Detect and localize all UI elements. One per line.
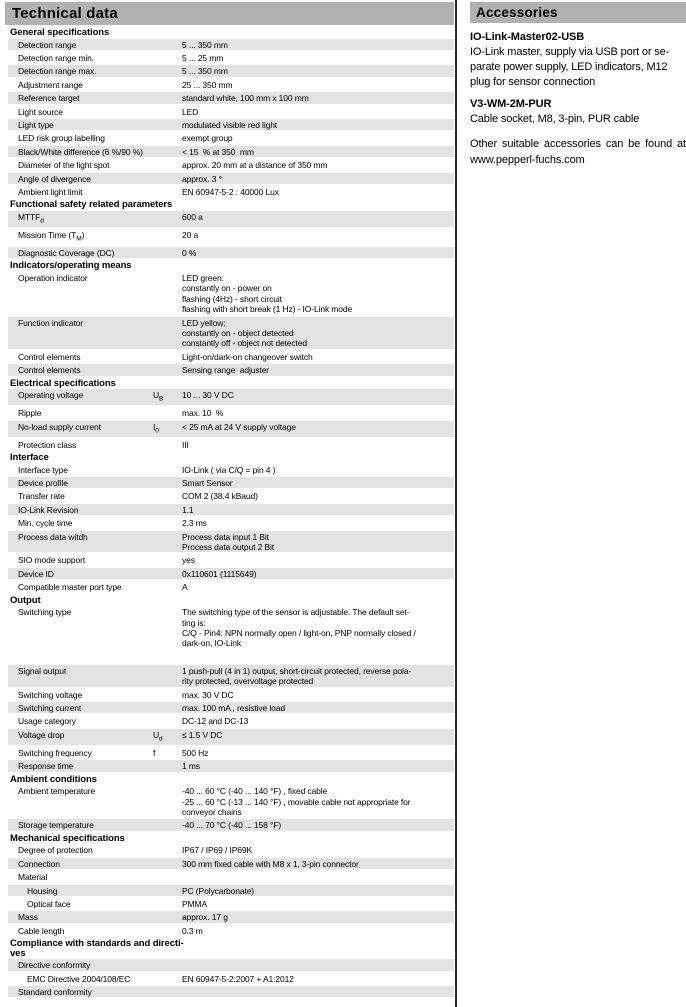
row-value-line: exempt group <box>182 133 233 144</box>
section-header: Mechanical specifications <box>10 832 125 844</box>
row-label: Reference target <box>18 93 80 104</box>
row-symbol <box>153 703 182 713</box>
table-row <box>8 317 454 351</box>
accessories-panel <box>470 2 686 168</box>
row-symbol <box>153 859 182 869</box>
row-value-line: 1 push-pull (4 in 1) output, short-circuit protected, reverse pola- <box>182 665 412 676</box>
row-label: Control elements <box>18 351 81 362</box>
table-row <box>8 517 454 530</box>
row-value-line: Process data input 1 Bit <box>182 531 269 542</box>
row-symbol <box>153 987 182 997</box>
row-value <box>182 273 454 315</box>
table-row <box>8 911 454 924</box>
row-symbol <box>153 230 182 245</box>
row-label: Detection range max. <box>18 66 97 77</box>
row-value <box>182 748 454 758</box>
table-row <box>8 568 454 581</box>
row-value-line: 1 ms <box>182 761 200 772</box>
row-symbol <box>153 40 182 50</box>
row-label: Signal output <box>18 665 67 676</box>
row-label: EMC Directive 2004/108/EC <box>27 973 131 984</box>
row-value-line: 5 ... 350 mm <box>182 39 228 50</box>
row-value <box>182 93 454 103</box>
row-value <box>182 465 454 475</box>
table-row <box>8 689 454 702</box>
table-row <box>8 65 454 78</box>
table-row <box>8 407 454 420</box>
row-symbol: $U_d$ <box>153 729 163 743</box>
row-label: Transfer rate <box>18 491 65 502</box>
row-value <box>182 53 454 63</box>
row-value-line: Light-on/dark-on changeover switch <box>182 351 313 362</box>
row-symbol <box>153 960 182 970</box>
table-row <box>8 554 454 567</box>
row-value-line: Sensing range adjuster <box>182 365 270 376</box>
row-label: No-load supply current <box>18 421 101 432</box>
row-value <box>182 230 454 245</box>
row-value-line: approx. 17 g <box>182 912 228 923</box>
row-label: Usage category <box>18 716 76 727</box>
table-row <box>8 898 454 911</box>
accessory-description-line: Cable socket, M8, 3-pin, PUR cable <box>470 113 640 125</box>
row-symbol <box>153 120 182 130</box>
row-value-line: rity protected, overvoltage protected <box>182 676 314 687</box>
row-label: Connection <box>18 858 60 869</box>
table-row <box>8 364 454 377</box>
table-row <box>8 272 454 317</box>
row-value <box>182 160 454 170</box>
row-label: Light type <box>18 119 54 130</box>
accessory-description-line: parate power supply, LED indicators, M12 <box>470 61 668 73</box>
row-label: Standard conformity <box>18 987 92 998</box>
row-symbol <box>153 318 182 349</box>
row-symbol <box>153 80 182 90</box>
row-value-line: 1.1 <box>182 504 194 515</box>
row-value-line: standard white, 100 mm x 100 mm <box>182 93 309 104</box>
row-value-line: yes <box>182 555 195 566</box>
accessories-note: Other suitable accessories can be found at www.pepperl-fuchs.com <box>470 138 686 166</box>
row-value <box>182 859 454 869</box>
row-value <box>182 716 454 726</box>
row-value <box>182 408 454 418</box>
row-value-line: 500 Hz <box>182 747 209 758</box>
row-label: Detection range <box>18 39 77 50</box>
row-symbol <box>153 786 182 817</box>
row-label: Response time <box>18 761 74 772</box>
table-row <box>8 959 454 972</box>
row-value-line: modulated visible red light <box>182 119 278 130</box>
row-label: Device ID <box>18 568 54 579</box>
row-label: Directive conformity <box>18 960 91 971</box>
table-row <box>8 729 454 747</box>
row-symbol <box>153 465 182 475</box>
row-value <box>182 987 454 997</box>
table-row <box>8 247 454 260</box>
table-row <box>8 119 454 132</box>
row-symbol <box>153 569 182 579</box>
row-symbol <box>153 273 182 315</box>
row-value-line: A <box>182 582 188 593</box>
row-symbol <box>153 886 182 896</box>
table-row <box>8 531 454 555</box>
row-label: Process data witdh <box>18 531 88 542</box>
row-symbol <box>153 478 182 488</box>
row-symbol <box>153 974 182 984</box>
row-symbol <box>153 666 182 687</box>
row-symbol <box>153 761 182 771</box>
row-value-line: flashing with short break (1 Hz) - IO-Link mode <box>182 304 353 315</box>
row-symbol <box>153 845 182 855</box>
row-symbol <box>153 248 182 258</box>
row-value-line: ≤ 1.5 V DC <box>182 729 223 740</box>
row-value-line: Process data output 2 Bit <box>182 542 274 553</box>
row-label: Mission Time $(T_M)$ <box>18 229 85 243</box>
table-row <box>8 477 454 490</box>
row-label: Device profile <box>18 478 68 489</box>
row-value <box>182 390 454 405</box>
row-value <box>182 365 454 375</box>
row-symbol <box>153 440 182 450</box>
row-symbol <box>153 160 182 170</box>
accessory-description-line: plug for sensor connection <box>470 76 596 88</box>
row-value-line: < 25 mA at 24 V supply voltage <box>182 421 296 432</box>
row-value <box>182 352 454 362</box>
row-label: Switching voltage <box>18 689 83 700</box>
row-label: Diameter of the light spot <box>18 160 110 171</box>
row-symbol: f <box>153 747 156 758</box>
row-value <box>182 66 454 76</box>
row-value <box>182 666 454 687</box>
row-label: Angle of divergence <box>18 173 91 184</box>
row-value <box>182 212 454 227</box>
table-row <box>8 351 454 364</box>
section-header: Electrical specifications <box>10 377 116 389</box>
table-row <box>8 973 454 986</box>
accessory-item <box>470 97 686 127</box>
row-label: Switching frequency <box>18 747 92 758</box>
row-value-line: 2.3 ms <box>182 518 207 529</box>
row-value <box>182 845 454 855</box>
row-value <box>182 532 454 553</box>
table-row <box>8 986 454 999</box>
table-row <box>8 421 454 439</box>
row-value <box>182 187 454 197</box>
table-row <box>8 858 454 871</box>
table-row <box>8 389 454 407</box>
table-row <box>8 715 454 728</box>
table-row <box>8 439 454 452</box>
row-value <box>182 422 454 437</box>
row-value-line: The switching type of the sensor is adjustable. The default set- <box>182 607 410 618</box>
row-value-line: PC (Polycarbonate) <box>182 885 255 896</box>
row-value <box>182 960 454 970</box>
table-row <box>8 885 454 898</box>
row-symbol <box>153 491 182 501</box>
row-value <box>182 730 454 745</box>
row-value-line: PMMA <box>182 899 208 909</box>
row-value-line: 0x110601 (1115649) <box>182 568 257 579</box>
section-header: Compliance with standards and directi- ves <box>10 938 184 959</box>
table-row <box>8 785 454 819</box>
table-row <box>8 159 454 172</box>
row-value-line: IP67 / IP69 / IP69K <box>182 845 253 856</box>
row-value-line: LED green: <box>182 272 224 283</box>
row-value-line: ting is: <box>182 617 206 628</box>
row-value-line: max. 10 % <box>182 408 224 419</box>
row-label: Detection range min. <box>18 52 95 63</box>
row-value <box>182 886 454 896</box>
row-value-line: approx. 3 ° <box>182 173 222 184</box>
table-row <box>8 702 454 715</box>
row-value <box>182 703 454 713</box>
row-label: LED risk group labelling <box>18 133 105 144</box>
row-symbol <box>153 607 182 649</box>
row-value-line: 5 ... 25 mm <box>182 52 224 63</box>
row-label: Cable length <box>18 925 65 936</box>
row-symbol <box>153 716 182 726</box>
row-symbol <box>153 187 182 197</box>
technical-data-title: Technical data <box>5 2 454 25</box>
row-label: Operation indicator <box>18 272 88 283</box>
row-symbol <box>153 66 182 76</box>
row-label: Light source <box>18 106 63 117</box>
row-value <box>182 318 454 349</box>
row-value-line: < 15 % at 350 mm <box>182 146 254 157</box>
row-value-line: EN 60947-5-2 : 40000 Lux <box>182 186 279 197</box>
section-header: Indicators/operating means <box>10 260 132 272</box>
row-value <box>182 478 454 488</box>
row-value-line: 0.3 m <box>182 925 203 936</box>
row-label: Switching type <box>18 607 72 618</box>
row-symbol <box>153 212 182 227</box>
table-row <box>8 819 454 832</box>
row-symbol <box>153 352 182 362</box>
row-value-line: 300 mm fixed cable with M8 x 1, 3-pin connector <box>182 858 359 869</box>
row-label: Storage temperature <box>18 820 94 831</box>
section-header: Ambient conditions <box>10 773 97 785</box>
row-symbol <box>153 505 182 515</box>
row-value-line: conveyor chains <box>182 807 242 818</box>
row-value-line: max. 30 V DC <box>182 689 234 700</box>
row-label: Ambient temperature <box>18 786 96 797</box>
row-symbol <box>153 408 182 418</box>
row-value-line: IO-Link ( via C/Q = pin 4 ) <box>182 464 276 475</box>
section-header: Functional safety related parameters <box>10 199 173 211</box>
row-symbol <box>153 133 182 143</box>
row-symbol <box>153 93 182 103</box>
row-value <box>182 505 454 515</box>
accessories-list <box>470 30 686 127</box>
row-label: $MTTF_d$ <box>18 211 44 225</box>
table-row <box>8 132 454 145</box>
accessories-title: Accessories <box>470 2 686 23</box>
row-label: Control elements <box>18 365 81 376</box>
table-row <box>8 665 454 689</box>
row-symbol <box>153 820 182 830</box>
table-row <box>8 186 454 199</box>
row-label: Function indicator <box>18 317 83 328</box>
row-value <box>182 440 454 450</box>
row-label: Min. cycle time <box>18 518 73 529</box>
table-row <box>8 504 454 517</box>
row-value <box>182 120 454 130</box>
row-value <box>182 555 454 565</box>
row-symbol <box>153 872 182 882</box>
row-value <box>182 569 454 579</box>
row-label: Protection class <box>18 439 77 450</box>
row-label: Voltage drop <box>18 729 65 740</box>
row-symbol: $U_B$ <box>153 390 164 403</box>
row-label: IO-Link Revision <box>18 504 79 515</box>
row-value <box>182 820 454 830</box>
row-symbol <box>153 147 182 157</box>
row-value-line: flashing (4Hz) - short circuit <box>182 293 282 304</box>
row-label: Operating voltage <box>18 390 84 401</box>
row-symbol <box>153 365 182 375</box>
row-symbol <box>153 555 182 565</box>
row-symbol <box>153 532 182 553</box>
row-value <box>182 607 454 649</box>
row-value-line: max. 100 mA , resistive load <box>182 703 285 714</box>
table-row <box>8 106 454 119</box>
row-label: Diagnostic Coverage (DC) <box>18 248 115 259</box>
row-value <box>182 518 454 528</box>
row-symbol <box>153 174 182 184</box>
row-value-line: 25 ... 350 mm <box>182 79 233 90</box>
table-row <box>8 606 454 651</box>
table-row <box>8 146 454 159</box>
row-value-line: C/Q - Pin4: NPN normally open / light-on, PNP normally closed / <box>182 628 416 638</box>
table-row <box>8 211 454 229</box>
row-label: Interface type <box>18 464 68 475</box>
row-value <box>182 80 454 90</box>
accessory-name: V3-WM-2M-PUR <box>470 98 552 110</box>
row-value-line: 600 a <box>182 211 203 222</box>
row-label: Compatible master port type <box>18 582 122 593</box>
row-symbol: $I_0$ <box>153 421 159 435</box>
row-value <box>182 491 454 501</box>
table-row <box>8 760 454 773</box>
row-label: Switching current <box>18 703 82 714</box>
row-value-line: approx. 20 mm at a distance of 350 mm <box>182 160 328 171</box>
table-row <box>8 747 454 760</box>
table-row <box>8 92 454 105</box>
table-row <box>8 52 454 65</box>
row-label: Housing <box>27 885 58 896</box>
row-symbol <box>153 899 182 909</box>
row-value-line: -25 ... 60 °C (-13 ... 140 °F) , movable cable not appropriate for <box>182 796 411 807</box>
row-value-line: 10 ... 30 V DC <box>182 390 234 401</box>
row-value <box>182 133 454 143</box>
spec-table <box>5 27 454 999</box>
row-value-line: 0 % <box>182 248 197 259</box>
table-row <box>8 39 454 52</box>
row-label: Degree of protection <box>18 845 93 856</box>
row-label: Material <box>18 872 48 883</box>
table-row <box>8 844 454 857</box>
row-symbol <box>153 926 182 936</box>
row-value <box>182 582 454 592</box>
accessory-name: IO-Link-Master02-USB <box>470 31 585 43</box>
table-row <box>8 581 454 594</box>
row-value-line: 5 ... 350 mm <box>182 66 228 77</box>
row-label: Black/White difference (6 %/90 %) <box>18 146 143 157</box>
row-symbol <box>153 690 182 700</box>
accessory-item <box>470 30 686 90</box>
row-value-line: DC-12 and DC-13 <box>182 716 249 727</box>
row-label: SIO mode support <box>18 555 86 566</box>
row-value <box>182 786 454 817</box>
row-value-line: EN 60947-5-2:2007 + A1:2012 <box>182 973 294 984</box>
row-value-line: constantly off - object not detected <box>182 338 307 349</box>
row-value <box>182 974 454 984</box>
table-row <box>8 464 454 477</box>
table-row <box>8 229 454 247</box>
row-value <box>182 926 454 936</box>
row-value-line: Smart Sensor <box>182 478 233 489</box>
row-symbol <box>153 582 182 592</box>
section-header: Interface <box>10 452 49 464</box>
row-label: Mass <box>18 912 38 923</box>
row-value <box>182 761 454 771</box>
table-row <box>8 925 454 938</box>
row-value-line: COM 2 (38.4 kBaud) <box>182 491 258 502</box>
technical-data-panel <box>5 2 454 999</box>
row-value-line: 20 a <box>182 229 199 240</box>
row-value-line: -40 ... 60 °C (-40 ... 140 °F) , fixed cable <box>182 786 328 797</box>
row-value <box>182 107 454 117</box>
section-header: General specifications <box>10 27 110 38</box>
row-value-line: III <box>182 439 189 450</box>
row-symbol <box>153 53 182 63</box>
column-divider <box>455 0 457 1007</box>
table-row <box>8 490 454 503</box>
row-value <box>182 147 454 157</box>
table-row <box>8 871 454 884</box>
row-value <box>182 899 454 909</box>
row-value-line: LED yellow: <box>182 317 226 328</box>
section-header: Output <box>10 594 41 606</box>
row-label: Adjustment range <box>18 79 83 90</box>
row-value <box>182 872 454 882</box>
row-label: Ripple <box>18 408 42 419</box>
row-value-line: -40 ... 70 °C (-40 ... 158 °F) <box>182 820 282 831</box>
row-label: Ambient light limit <box>18 186 83 197</box>
row-symbol <box>153 912 182 922</box>
row-value <box>182 912 454 922</box>
row-value <box>182 690 454 700</box>
row-value-line: dark-on, IO-Link <box>182 638 242 649</box>
row-value-line: constantly on - power on <box>182 283 272 294</box>
row-symbol <box>153 107 182 117</box>
table-row <box>8 79 454 92</box>
row-symbol <box>153 518 182 528</box>
row-value-line: constantly on - object detected <box>182 328 294 338</box>
row-label: Optical face <box>27 899 71 909</box>
table-row <box>8 173 454 186</box>
row-value-line: LED <box>182 106 199 117</box>
row-value <box>182 40 454 50</box>
row-value <box>182 174 454 184</box>
row-value <box>182 248 454 258</box>
accessory-description-line: IO-Link master, supply via USB port or se- <box>470 46 670 58</box>
